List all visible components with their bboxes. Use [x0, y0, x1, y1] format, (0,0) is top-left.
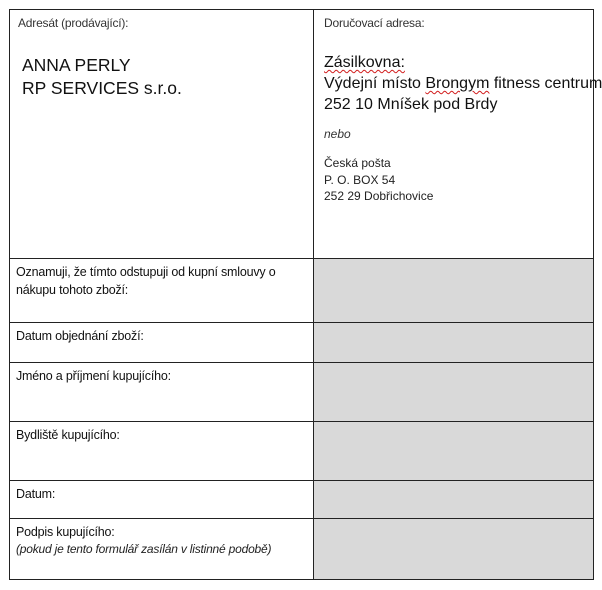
signature-label: Podpis kupujícího:	[16, 525, 115, 539]
withdrawal-label-cell	[10, 259, 314, 323]
or-text: nebo	[324, 127, 351, 141]
buyer-name-label-cell	[10, 363, 314, 422]
signature-label-cell	[10, 519, 314, 580]
withdrawal-form-table	[9, 9, 602, 580]
addressee-line-1: ANNA PERLY	[22, 55, 131, 75]
post-city: 252 29 Dobřichovice	[324, 189, 434, 203]
delivery-address-cell	[314, 10, 602, 259]
buyer-address-field[interactable]	[314, 422, 594, 481]
signature-field[interactable]	[314, 519, 594, 580]
form-row-signature	[10, 519, 594, 580]
buyer-address-label-cell	[10, 422, 314, 481]
order-date-label-cell	[10, 323, 314, 363]
form-row-order-date	[10, 323, 594, 363]
delivery-address	[324, 52, 602, 115]
post-box: P. O. BOX 54	[324, 172, 396, 187]
form-row-buyer-address	[10, 422, 594, 481]
withdrawal-label: Oznamuji, že tímto odstupuji od kupní smlouvy o nákupu tohoto zboží:	[16, 265, 276, 297]
post-address	[324, 155, 585, 205]
form-row-withdrawal	[10, 259, 594, 323]
signature-note: (pokud je tento formulář zasílán v listinné podobě)	[16, 542, 272, 556]
form-row-date	[10, 481, 594, 519]
buyer-name-field[interactable]	[314, 363, 594, 422]
zasilkovna-heading	[324, 52, 585, 73]
date-field[interactable]	[314, 481, 594, 519]
pickup-point-line	[324, 73, 602, 94]
date-label-cell	[10, 481, 314, 519]
form-row-buyer-name	[10, 363, 594, 422]
delivery-label: Doručovací adresa:	[324, 16, 425, 30]
addressee-label: Adresát (prodávající):	[18, 16, 129, 30]
addressee-line-2: RP SERVICES s.r.o.	[22, 78, 182, 98]
withdrawal-goods-field[interactable]	[314, 259, 594, 323]
buyer-address-label: Bydliště kupujícího:	[16, 428, 120, 442]
addressee-cell	[10, 10, 314, 259]
pickup-brand: Brongym	[425, 75, 490, 92]
addressee-name	[18, 54, 305, 100]
post-name: Česká pošta	[324, 156, 391, 170]
pickup-suffix: fitness centrum	[489, 75, 602, 92]
order-date-label: Datum objednání zboží:	[16, 329, 144, 343]
pickup-prefix: Výdejní místo	[324, 75, 426, 92]
zasilkovna-text: Zásilkovna:	[324, 54, 405, 71]
order-date-field[interactable]	[314, 323, 594, 363]
pickup-city: 252 10 Mníšek pod Brdy	[324, 96, 498, 113]
date-label: Datum:	[16, 487, 56, 501]
address-row	[10, 10, 594, 259]
buyer-name-label: Jméno a příjmení kupujícího:	[16, 369, 171, 383]
